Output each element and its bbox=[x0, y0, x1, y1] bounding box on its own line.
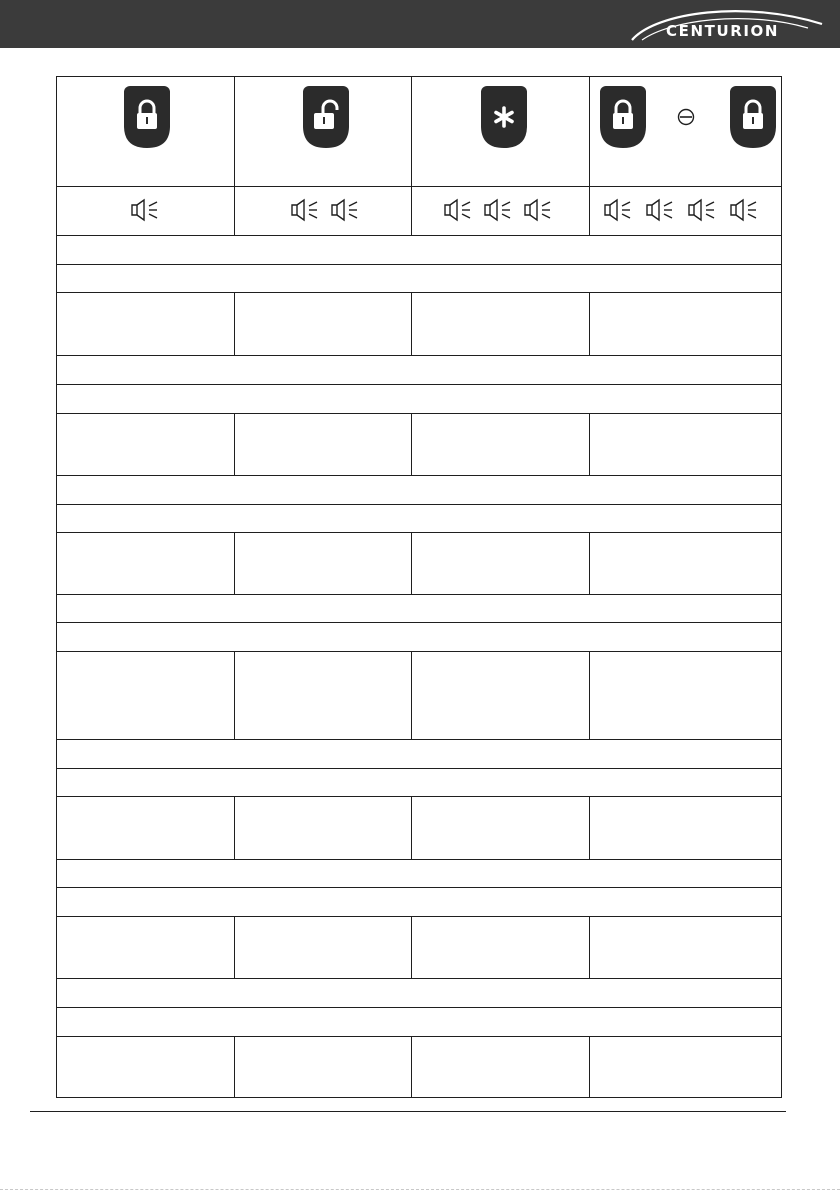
beep-indicator bbox=[602, 197, 772, 223]
section-6-title-row bbox=[57, 859, 781, 887]
section-7-values-row bbox=[57, 1036, 781, 1097]
section-1-values-row bbox=[57, 292, 781, 355]
page-trim-line bbox=[0, 1189, 840, 1190]
full-width-cell bbox=[57, 888, 781, 916]
section-5-title-row bbox=[57, 739, 781, 768]
unlock-icon bbox=[303, 86, 349, 148]
value-cell bbox=[589, 533, 781, 594]
section-7-subtitle-row bbox=[57, 1007, 781, 1036]
value-cell bbox=[411, 293, 589, 355]
full-width-cell bbox=[57, 265, 781, 292]
beep-indicator bbox=[129, 197, 165, 223]
value-cell bbox=[57, 533, 234, 594]
buttons-row bbox=[57, 77, 781, 186]
full-width-cell bbox=[57, 740, 781, 768]
full-width-cell bbox=[57, 979, 781, 1007]
two-beeps-cell bbox=[234, 187, 411, 235]
one-beep-cell bbox=[57, 187, 234, 235]
value-cell bbox=[589, 293, 781, 355]
full-width-cell bbox=[57, 356, 781, 384]
speaker-icon bbox=[442, 197, 478, 223]
section-6-subtitle-row bbox=[57, 887, 781, 916]
section-3-values-row bbox=[57, 532, 781, 594]
value-cell bbox=[411, 1037, 589, 1097]
value-cell bbox=[589, 414, 781, 475]
full-width-cell bbox=[57, 1008, 781, 1036]
lock-button-cell bbox=[57, 77, 234, 186]
value-cell bbox=[234, 414, 411, 475]
value-cell bbox=[589, 797, 781, 859]
value-cell bbox=[411, 917, 589, 978]
full-width-cell bbox=[57, 769, 781, 796]
full-width-cell bbox=[57, 476, 781, 504]
beeps-row bbox=[57, 186, 781, 235]
star-button-cell bbox=[411, 77, 589, 186]
value-cell bbox=[234, 797, 411, 859]
section-5-subtitle-row bbox=[57, 768, 781, 796]
section-5-values-row bbox=[57, 796, 781, 859]
section-1-subtitle-row bbox=[57, 264, 781, 292]
asterisk-icon bbox=[481, 86, 527, 148]
full-width-cell bbox=[57, 236, 781, 264]
section-7-title-row bbox=[57, 978, 781, 1007]
value-cell bbox=[234, 917, 411, 978]
three-beeps-cell bbox=[411, 187, 589, 235]
value-cell bbox=[589, 1037, 781, 1097]
speaker-icon bbox=[686, 197, 722, 223]
value-cell bbox=[411, 797, 589, 859]
lock-combination-cell bbox=[589, 77, 781, 186]
footer-divider bbox=[30, 1111, 786, 1112]
speaker-icon bbox=[482, 197, 518, 223]
full-width-cell bbox=[57, 623, 781, 651]
section-2-values-row bbox=[57, 413, 781, 475]
speaker-icon bbox=[602, 197, 638, 223]
lock-icon bbox=[124, 86, 170, 148]
section-2-title-row bbox=[57, 355, 781, 384]
value-cell bbox=[411, 414, 589, 475]
full-width-cell bbox=[57, 860, 781, 887]
speaker-icon bbox=[728, 197, 764, 223]
speaker-icon bbox=[129, 197, 165, 223]
beep-indicator bbox=[289, 197, 369, 223]
value-cell bbox=[234, 293, 411, 355]
section-4-values-row bbox=[57, 651, 781, 739]
speaker-icon bbox=[644, 197, 680, 223]
value-cell bbox=[57, 797, 234, 859]
value-cell bbox=[57, 414, 234, 475]
speaker-icon bbox=[522, 197, 558, 223]
lock-icon bbox=[600, 86, 646, 148]
section-4-subtitle-row bbox=[57, 622, 781, 651]
value-cell bbox=[234, 533, 411, 594]
brand-name: CENTURION bbox=[666, 22, 780, 40]
section-4-title-row bbox=[57, 594, 781, 622]
four-beeps-cell bbox=[589, 187, 781, 235]
value-cell bbox=[589, 917, 781, 978]
full-width-cell bbox=[57, 505, 781, 532]
section-2-subtitle-row bbox=[57, 384, 781, 413]
value-cell bbox=[57, 293, 234, 355]
value-cell bbox=[234, 652, 411, 739]
beep-indicator bbox=[442, 197, 566, 223]
unlock-button-cell bbox=[234, 77, 411, 186]
value-cell bbox=[57, 1037, 234, 1097]
section-1-title-row bbox=[57, 235, 781, 264]
speaker-icon bbox=[329, 197, 365, 223]
full-width-cell bbox=[57, 595, 781, 622]
section-6-values-row bbox=[57, 916, 781, 978]
value-cell bbox=[589, 652, 781, 739]
header-bar bbox=[0, 0, 840, 48]
section-3-title-row bbox=[57, 475, 781, 504]
speaker-icon bbox=[289, 197, 325, 223]
minus-circle-icon bbox=[677, 108, 695, 126]
button-function-table bbox=[56, 76, 782, 1098]
lock-icon bbox=[730, 86, 776, 148]
value-cell bbox=[411, 652, 589, 739]
value-cell bbox=[234, 1037, 411, 1097]
value-cell bbox=[411, 533, 589, 594]
value-cell bbox=[57, 917, 234, 978]
section-3-subtitle-row bbox=[57, 504, 781, 532]
value-cell bbox=[57, 652, 234, 739]
full-width-cell bbox=[57, 385, 781, 413]
